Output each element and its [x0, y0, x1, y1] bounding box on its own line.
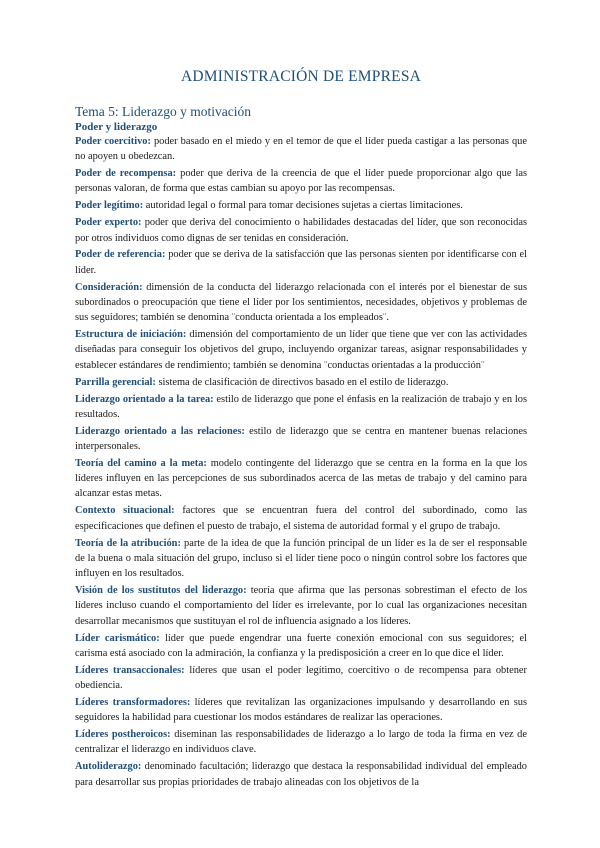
glossary-entry [75, 583, 527, 629]
glossary-definition: estilo de liderazgo que se centra en mantener buenas relaciones interpersonales. [75, 425, 527, 452]
glossary-entry [75, 392, 527, 423]
glossary-term: Poder experto: [75, 217, 142, 229]
glossary-definition: diseminan las responsabilidades de liderazgo a lo largo de toda la firma en vez de centralizar el liderazgo en individuos clave. [75, 729, 527, 756]
glossary-definition: dimensión de la conducta del liderazgo relacionada con el interés por el bienestar de sus subordinados o preocupación que tiene el líder por los sentimientos, necesidades, objetivos y problemas de sus seguidores; también se denomina ¨conducta orientada a los empleados¨. [75, 281, 527, 324]
glossary-definition: poder que deriva de la creencia de que el líder puede proporcionar algo que las personas valoran, de forma que estas cambian su apoyo por las recompensas. [75, 168, 527, 195]
glossary-term: Estructura de iniciación: [75, 329, 187, 341]
glossary-term: Líder carismático: [75, 632, 160, 644]
topic-heading: Tema 5: Liderazgo y motivación [75, 104, 251, 119]
glossary-term: Poder de recompensa: [75, 168, 177, 180]
glossary-entry [75, 375, 527, 390]
glossary-term: Poder legítimo: [75, 200, 144, 212]
subtopic-heading: Poder y liderazgo [75, 121, 158, 133]
glossary-entry [75, 631, 527, 662]
glossary-entry [75, 759, 527, 790]
glossary-definition: líderes que revitalizan las organizaciones impulsando y desarrollando en sus seguidores la habilidad para cuestionar los modos estándares de realizar las operaciones. [75, 696, 527, 724]
glossary-entry [75, 166, 527, 197]
glossary-definition: parte de la idea de que la función principal de un líder es la de ser el responsable de la buena o mala situación del grupo, incluso si el líder tiene poco o ningún control sobre los factores que influyen en los resultados. [75, 537, 527, 580]
glossary-entry [75, 536, 527, 582]
glossary-term: Visión de los sustitutos del liderazgo: [75, 585, 247, 597]
glossary-term: Poder de referencia: [75, 249, 166, 261]
glossary-term: Poder coercitivo: [75, 136, 151, 147]
glossary-entry [75, 424, 527, 455]
glossary-definition: poder basado en el miedo y en el temor de que el líder pueda castigar a las personas que no apoyen u obedezcan. [75, 136, 527, 163]
glossary-term: Consideración: [75, 281, 143, 293]
glossary-definition: teoría que afirma que las personas sobrestiman el efecto de los líderes incluso cuando el comportamiento del líder es irrelevante, por lo cual las organizaciones necesitan desarrollar mecanismos que sustituyan el rol de influencia asignado a los líderes. [75, 585, 527, 627]
glossary-definition: poder que se deriva de la satisfacción que las personas sienten por identificarse con el líder. [75, 249, 527, 276]
glossary-entry [75, 280, 527, 326]
glossary-term: Teoría de la atribución: [75, 537, 181, 549]
glossary-entry [75, 503, 527, 534]
glossary-term: Líderes transaccionales: [75, 664, 185, 676]
glossary-definition: líder que puede engendrar una fuerte conexión emocional con sus seguidores; el carisma está asociado con la admiración, la confianza y la predisposición a creer en lo que dice el líder. [75, 632, 528, 659]
glossary-definition: autoridad legal o formal para tomar decisiones sujetas a ciertas limitaciones. [143, 200, 463, 212]
glossary-term: Teoría del camino a la meta: [75, 457, 207, 469]
glossary-term: Líderes transformadores: [75, 696, 191, 708]
glossary-definition: modelo contingente del liderazgo que se centra en la forma en la que los líderes influyen en las percepciones de sus subordinados acerca de las metas de trabajo y del camino para alcanzar estas metas. [75, 457, 527, 500]
glossary-term: Liderazgo orientado a la tarea: [75, 393, 214, 405]
glossary-entry [75, 198, 527, 213]
glossary-entry [75, 247, 527, 278]
document-title: ADMINISTRACIÓN DE EMPRESA [180, 68, 422, 85]
glossary-entry [75, 327, 527, 373]
glossary-definition: estilo de liderazgo que pone el énfasis en la realización de trabajo y en los resultados. [75, 393, 527, 420]
glossary-entry [75, 456, 527, 502]
glossary-term: Líderes postheroicos: [75, 729, 171, 741]
glossary-entry [75, 695, 527, 726]
glossary-term: Autoliderazgo: [75, 761, 142, 773]
document-page [75, 68, 527, 791]
glossary-entry [75, 134, 527, 165]
glossary-term: Parrilla gerencial: [75, 376, 156, 388]
glossary-entry [75, 663, 527, 694]
glossary-term: Liderazgo orientado a las relaciones: [75, 425, 245, 437]
glossary-definition: factores que se encuentran fuera del control del subordinado, como las especificaciones que definen el puesto de trabajo, el sistema de autoridad formal y el grupo de trabajo. [75, 505, 527, 532]
glossary-definition: sistema de clasificación de directivos basado en el estilo de liderazgo. [155, 376, 449, 388]
glossary-definition: poder que deriva del conocimiento o habilidades destacadas del líder, que son reconocidas por otros individuos como dignas de ser tenidas en consideración. [75, 217, 527, 244]
glossary-term: Contexto situacional: [75, 505, 175, 517]
glossary-entry [75, 215, 527, 246]
glossary-definition: líderes que usan el poder legítimo, coercitivo o de recompensa para obtener obediencia. [75, 664, 527, 691]
glossary-definition: dimensión del comportamiento de un líder que tiene que ver con las actividades diseñadas para conseguir los objetivos del grupo, incluyendo organizar tareas, asignar responsabilidades y establecer estándares de rendimiento; también se denomina ¨conductas orientadas a la producción¨ [75, 329, 528, 371]
glossary-definition: denominado facultación; liderazgo que destaca la responsabilidad individual del empleado para desarrollar sus propias prioridades de trabajo alineadas con los objetivos de la [75, 761, 527, 788]
glossary-entry [75, 727, 527, 758]
